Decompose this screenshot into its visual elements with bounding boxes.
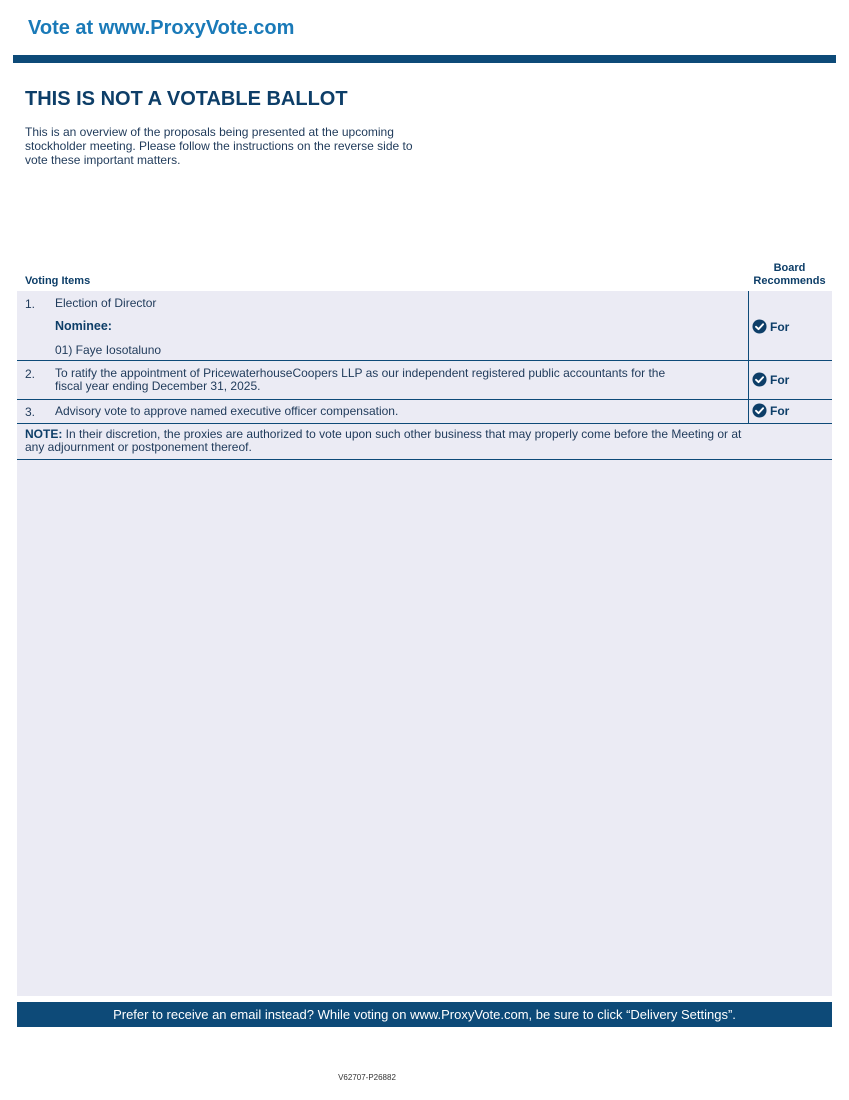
item-1-number: 1. (25, 297, 36, 311)
vote-link[interactable]: Vote at www.ProxyVote.com (28, 17, 295, 39)
board-header-line2: Recommends (753, 275, 826, 287)
item-2-text-line2: fiscal year ending December 31, 2025. (55, 379, 261, 393)
note-body: In their discretion, the proxies are authorized to vote upon such other business that may properly come before the Meeting or at any adjournment or postponement thereof. (25, 427, 742, 454)
item-1-recommendation (752, 319, 789, 334)
header-divider (13, 55, 836, 63)
item-3-text: Advisory vote to approve named executive officer compensation. (55, 404, 399, 418)
nominee-name: 01) Faye Iosotaluno (55, 343, 162, 357)
nominee-label: Nominee: (55, 319, 112, 333)
row-divider (17, 360, 832, 361)
note-text (25, 428, 755, 454)
row-divider (17, 399, 832, 400)
board-recommends-header (748, 262, 831, 288)
row-divider (17, 459, 832, 460)
voting-panel (17, 291, 832, 996)
row-divider (17, 423, 832, 424)
document-code: V62707-P26882 (338, 1073, 396, 1082)
board-header-line1: Board (773, 262, 806, 274)
item-3-recommendation (752, 403, 789, 418)
recommendation-label: For (770, 403, 790, 418)
intro-text: This is an overview of the proposals being presented at the upcoming stockholder meeting. Please follow the instructions on the reverse side to vote these important matters. (25, 125, 413, 167)
email-delivery-banner: Prefer to receive an email instead? While voting on www.ProxyVote.com, be sure to click “Delivery Settings”. (17, 1002, 832, 1027)
recommendation-label: For (770, 372, 790, 387)
item-2-text-line1: To ratify the appointment of PricewaterhouseCoopers LLP as our independent registered public accountants for the (55, 366, 666, 380)
item-2-number: 2. (25, 367, 36, 381)
note-label: NOTE: (25, 427, 63, 441)
check-circle-icon (752, 403, 767, 418)
item-1-text: Election of Director (55, 296, 157, 310)
check-circle-icon (752, 319, 767, 334)
recommendation-label: For (770, 319, 790, 334)
page-title: THIS IS NOT A VOTABLE BALLOT (25, 88, 348, 110)
column-divider (748, 291, 749, 423)
voting-items-header: Voting Items (25, 275, 91, 287)
item-3-number: 3. (25, 405, 36, 419)
item-2-recommendation (752, 372, 789, 387)
check-circle-icon (752, 372, 767, 387)
